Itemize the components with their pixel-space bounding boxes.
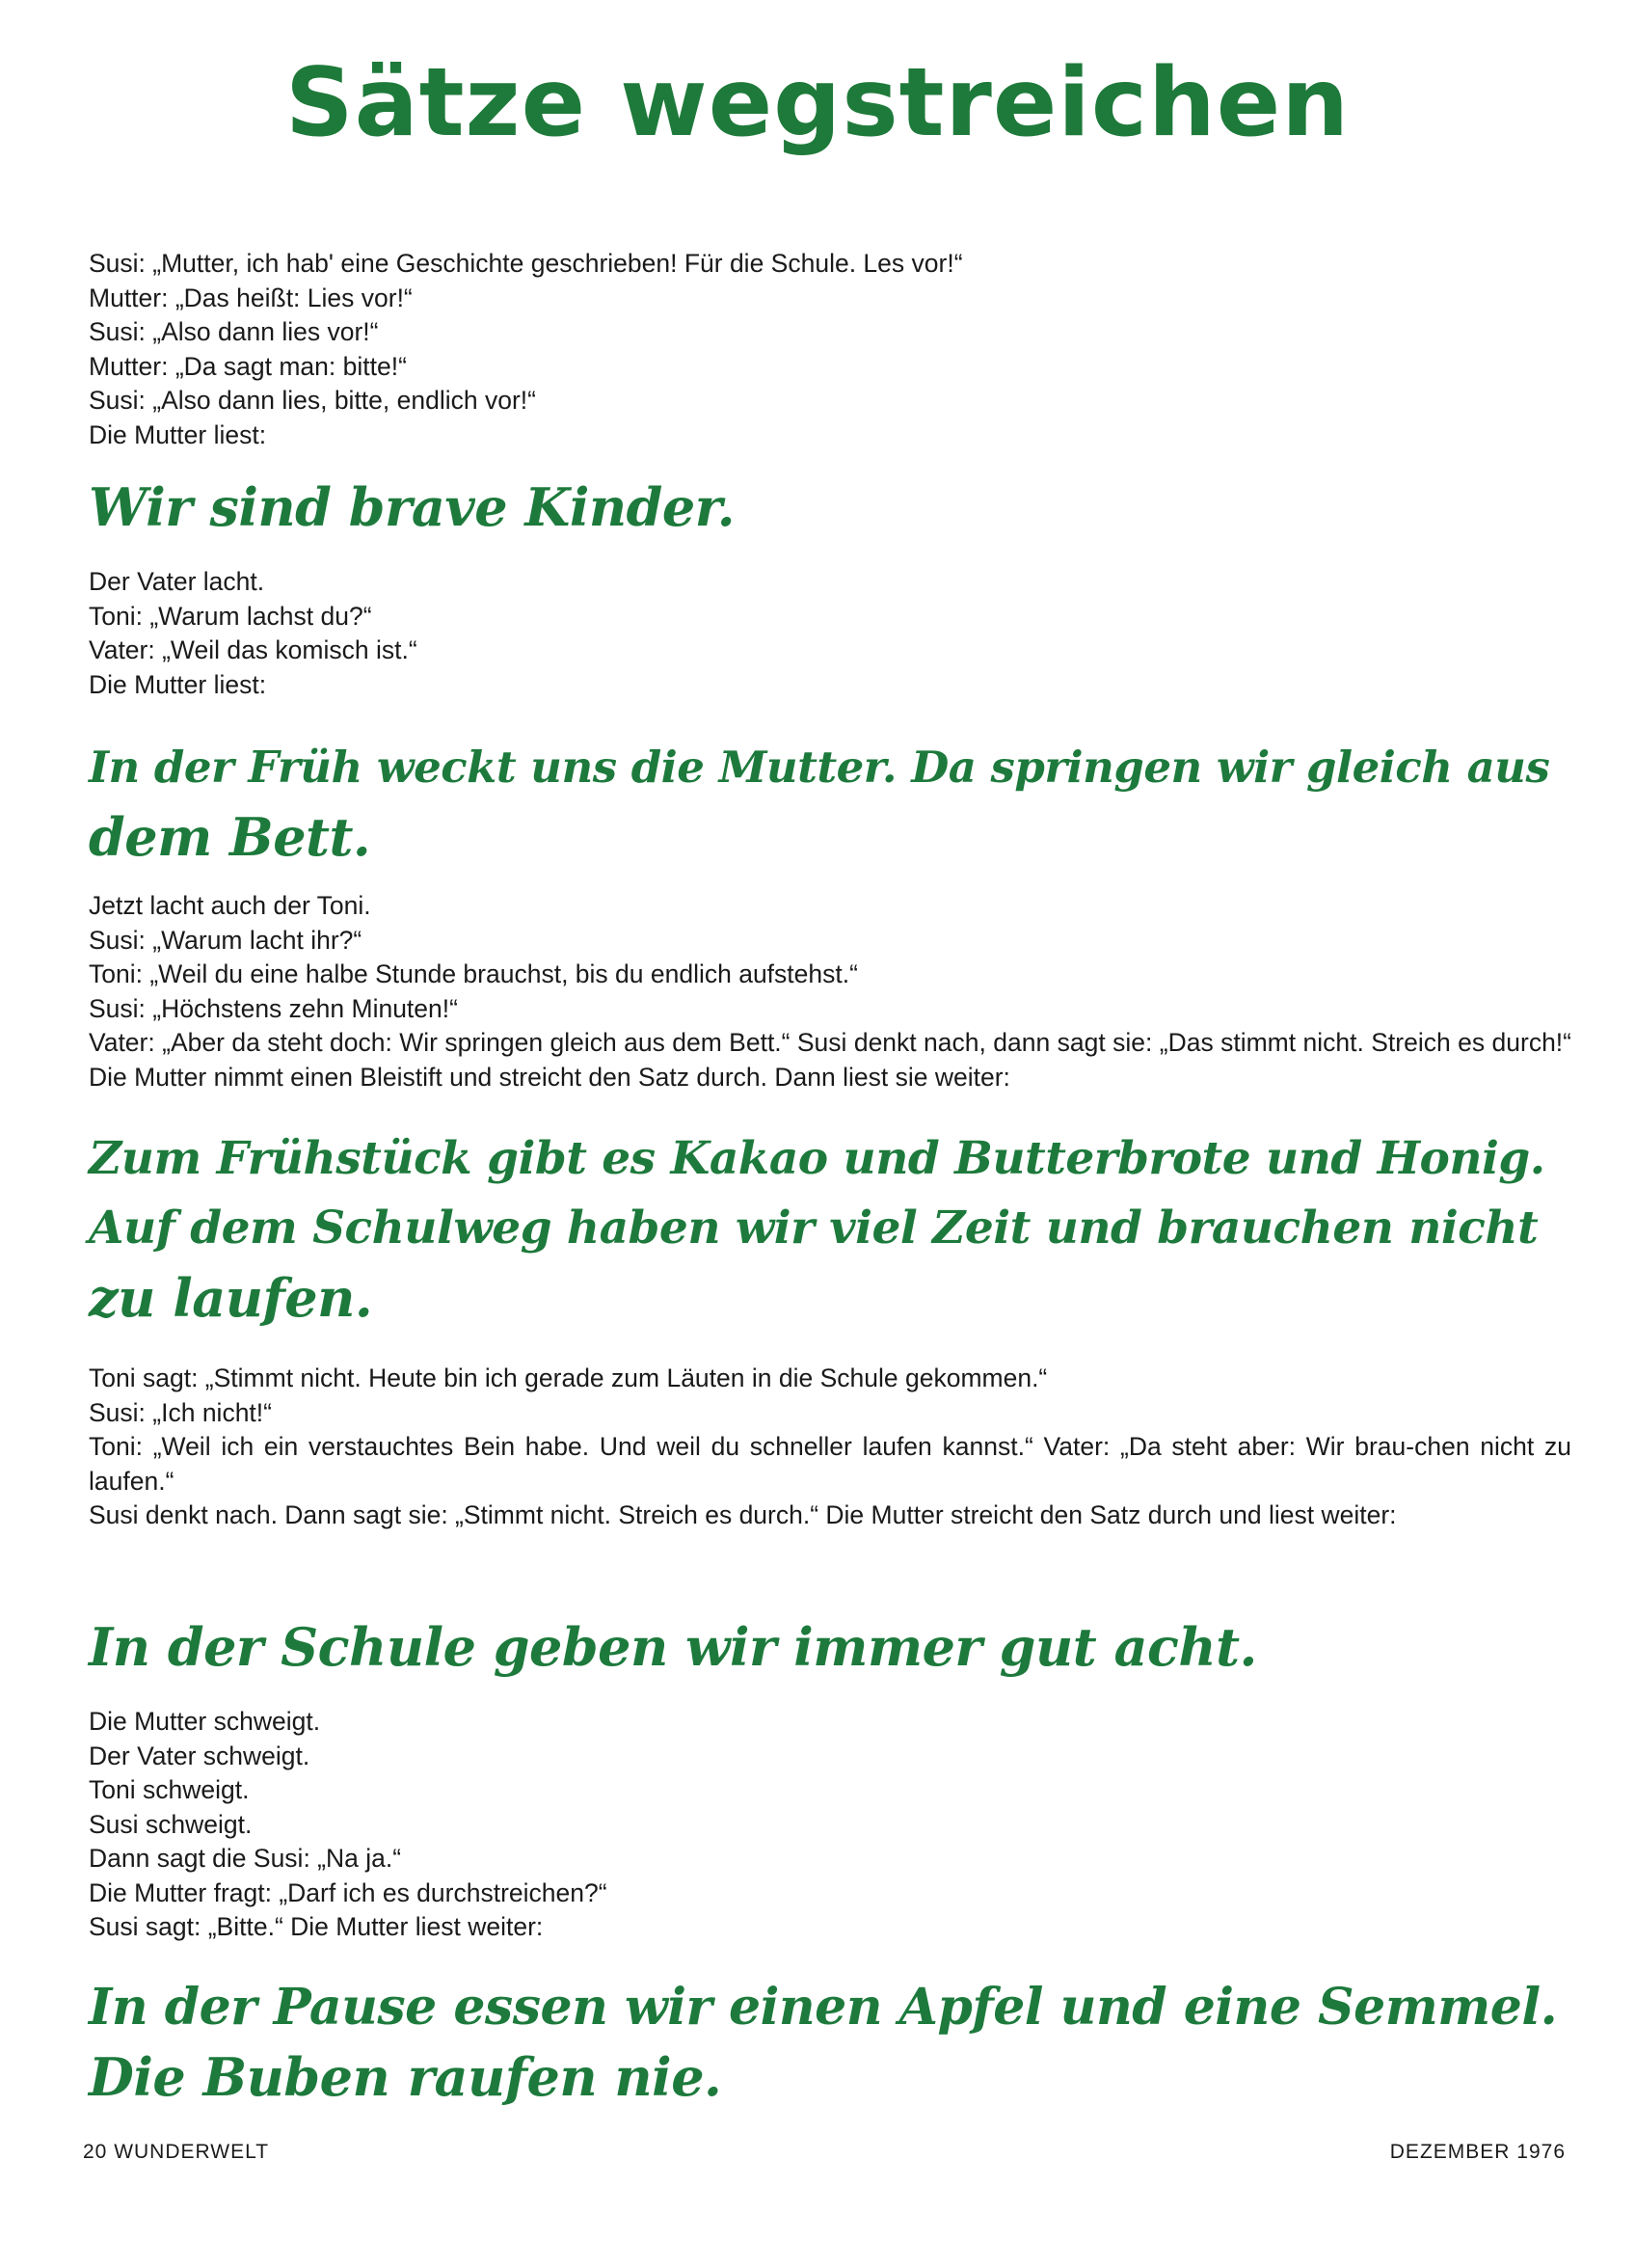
text-line: Der Vater lacht.: [89, 567, 265, 596]
text-line: Die Mutter liest:: [89, 669, 267, 699]
handwritten-line: In der Früh weckt uns die Mutter. Da springen wir gleich aus: [89, 742, 1550, 793]
text-line: Toni sagt: „Stimmt nicht. Heute bin ich gerade zum Läuten in die Schule gekommen.“: [89, 1364, 1048, 1392]
handwritten-line: dem Bett.: [89, 806, 371, 868]
handwritten-sentence-4: [89, 1612, 1568, 1682]
text-line: Die Mutter schweigt.: [89, 1707, 321, 1736]
text-line: Susi sagt: „Bitte.“ Die Mutter liest weiter:: [89, 1912, 544, 1941]
dialogue-block-3: [89, 889, 1571, 1094]
handwritten-sentence-2: [89, 733, 1568, 872]
dialogue-block-4: [89, 1362, 1571, 1533]
text-line: Mutter: „Da sagt man: bitte!“: [89, 351, 407, 381]
handwritten-line: In der Pause essen wir einen Apfel und eine Semmel.: [89, 1978, 1558, 2037]
handwritten-sentence-1: [89, 472, 1568, 542]
handwritten-line: Die Buben raufen nie.: [89, 2046, 722, 2108]
text-line: Toni schweigt.: [89, 1775, 250, 1804]
text-line: Dann sagt die Susi: „Na ja.“: [89, 1844, 402, 1873]
dialogue-block-5: [89, 1705, 1571, 1945]
handwritten-line: Zum Frühstück gibt es Kakao und Butterbrote und Honig.: [89, 1132, 1545, 1185]
footer-page-label: 20 WUNDERWELT: [83, 2141, 270, 2163]
text-line: Die Mutter liest:: [89, 419, 267, 449]
dialogue-block-2: [89, 565, 1571, 702]
footer-date: DEZEMBER 1976: [1389, 2141, 1566, 2163]
text-line: Susi: „Also dann lies vor!“: [89, 317, 379, 346]
text-line: Susi schweigt.: [89, 1809, 253, 1839]
text-line: Mutter: „Das heißt: Lies vor!“: [89, 283, 413, 312]
text-line: Jetzt lacht auch der Toni.: [89, 891, 371, 920]
handwritten-sentence-5: [89, 1973, 1568, 2112]
text-line: Susi: „Mutter, ich hab' eine Geschichte geschrieben! Für die Schule. Les vor!“: [89, 249, 963, 278]
handwritten-line: Auf dem Schulweg haben wir viel Zeit und brauchen nicht: [89, 1202, 1539, 1255]
text-line: Der Vater schweigt.: [89, 1741, 310, 1770]
handwritten-line: In der Schule geben wir immer gut acht.: [89, 1616, 1257, 1678]
text-line: Toni: „Warum lachst du?“: [89, 601, 372, 631]
handwritten-line: Wir sind brave Kinder.: [89, 476, 736, 538]
text-line: Susi: „Also dann lies, bitte, endlich vor!“: [89, 386, 536, 415]
text-paragraph: Toni: „Weil ich ein verstauchtes Bein habe. Und weil du schneller laufen kannst.“ Vater: „Da steht aber: Wir brau-chen nicht zu laufen.“: [89, 1432, 1571, 1496]
text-line: Die Mutter fragt: „Darf ich es durchstreichen?“: [89, 1877, 607, 1907]
text-line: Susi: „Warum lacht ihr?“: [89, 925, 362, 955]
text-line: Toni: „Weil du eine halbe Stunde brauchst, bis du endlich aufstehst.“: [89, 959, 858, 988]
handwritten-sentence-3: [89, 1124, 1568, 1333]
text-line: Vater: „Weil das komisch ist.“: [89, 635, 417, 664]
page-title: Sätze wegstreichen: [285, 48, 1350, 158]
text-paragraph: Vater: „Aber da steht doch: Wir springen gleich aus dem Bett.“ Susi denkt nach, dann sagt sie: „Das stimmt nicht. Streich es durch!“ Die Mutter nimmt einen Bleistift und streicht den Satz durch. Dann liest sie weiter:: [89, 1028, 1571, 1092]
dialogue-block-1: [89, 247, 1571, 452]
handwritten-line: zu laufen.: [89, 1267, 373, 1329]
text-line: Susi: „Höchstens zehn Minuten!“: [89, 993, 458, 1023]
text-paragraph: Susi denkt nach. Dann sagt sie: „Stimmt nicht. Streich es durch.“ Die Mutter streicht den Satz durch und liest weiter:: [89, 1500, 1397, 1529]
text-line: Susi: „Ich nicht!“: [89, 1397, 272, 1427]
